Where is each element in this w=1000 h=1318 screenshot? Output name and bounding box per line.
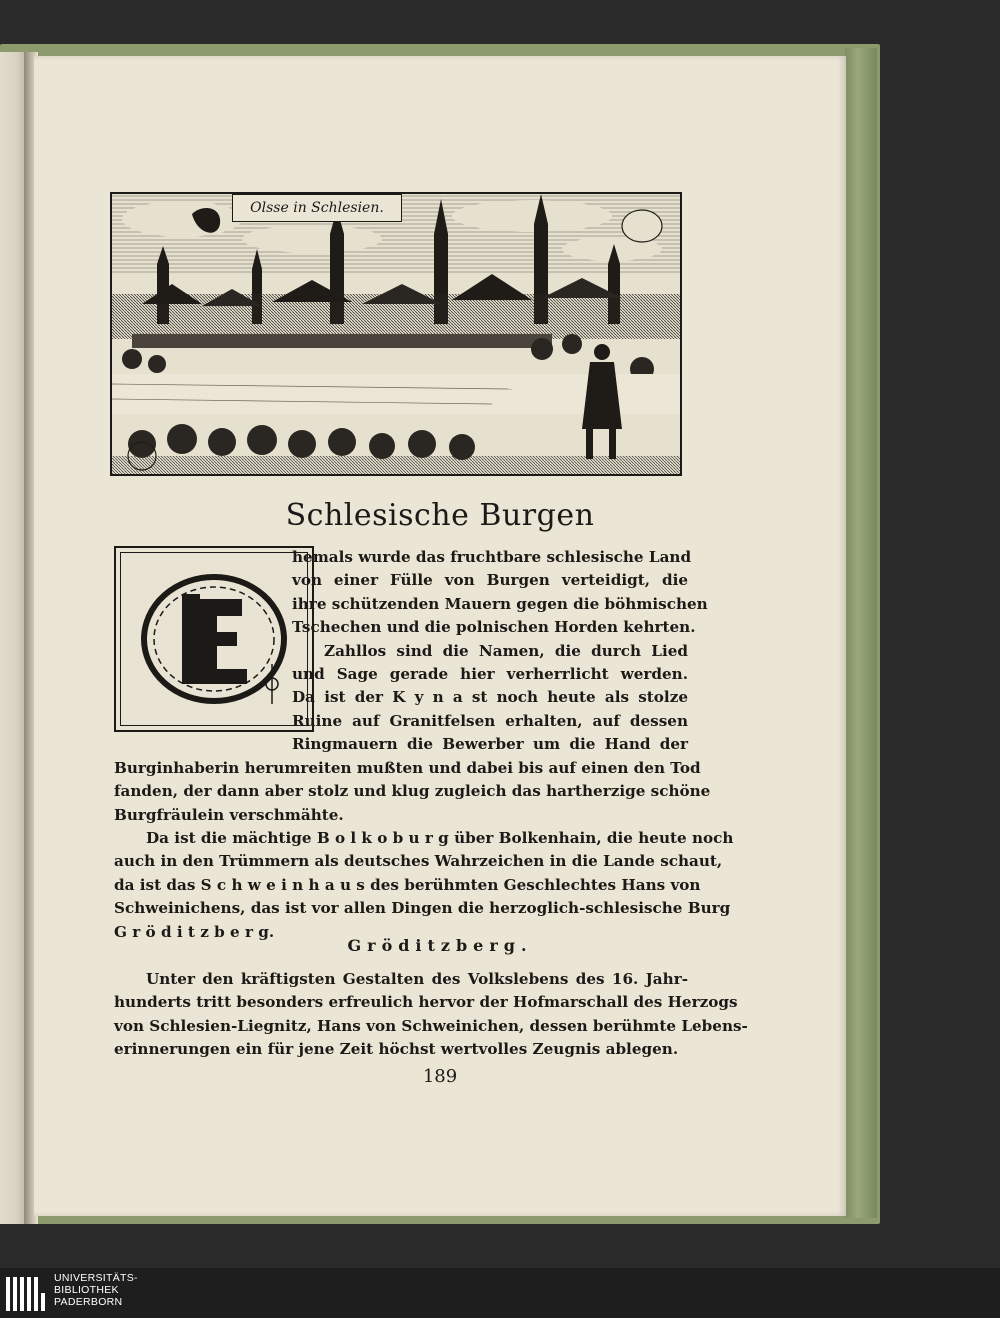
text-line: erinnerungen ein für jene Zeit höchst wertvolles Zeugnis ablegen. xyxy=(114,1040,679,1059)
book-page xyxy=(34,56,846,1216)
text-line: und Sage gerade hier verherrlicht werden. xyxy=(292,665,688,684)
text-line: fanden, der dann aber stolz und klug zugleich das hartherzige schöne xyxy=(114,782,711,801)
town-engraving xyxy=(110,192,682,476)
text-line: von einer Fülle von Burgen verteidigt, die xyxy=(292,571,688,590)
text-line: auch in den Trümmern als deutsches Wahrzeichen in die Lande schaut, xyxy=(114,852,723,871)
subheading: Gröditzberg. xyxy=(347,936,533,955)
paragraph-2 xyxy=(114,827,734,944)
library-name-line: UNIVERSITÄTS- xyxy=(54,1272,138,1284)
text-line: von Schlesien-Liegnitz, Hans von Schweinichen, dessen berühmte Lebens- xyxy=(114,1016,748,1035)
text-line: Da ist der K y n a st noch heute als stolze xyxy=(292,688,688,707)
text-line: Zahllos sind die Namen, die durch Lied xyxy=(324,641,688,660)
library-name xyxy=(54,1272,138,1308)
text-line: Burginhaberin herumreiten mußten und dabei bis auf einen den Tod xyxy=(114,759,701,777)
text-line: hunderts tritt besonders erfreulich hervor der Hofmarschall des Herzogs xyxy=(114,993,738,1012)
text-line: Tschechen und die polnischen Horden kehrten. xyxy=(292,618,696,637)
engraving-illustration xyxy=(112,194,680,474)
university-logo-icon xyxy=(6,1273,46,1315)
library-name-line: BIBLIOTHEK xyxy=(54,1284,119,1296)
library-footer xyxy=(0,1268,1000,1318)
text-line: Da ist die mächtige B o l k o b u r g über Bolkenhain, die heute noch xyxy=(146,829,734,847)
decorated-initial xyxy=(114,546,314,732)
cover-edge xyxy=(845,48,877,1218)
engraving-caption: Olsse in Schlesien. xyxy=(232,194,402,222)
text-line: Ringmauern die Bewerber um die Hand der xyxy=(292,735,688,754)
library-name-line: PADERBORN xyxy=(54,1296,123,1308)
text-line: da ist das S c h w e i n h a u s des berühmten Geschlechtes Hans von xyxy=(114,875,701,894)
text-line: G r ö d i t z b e r g. xyxy=(114,922,275,941)
initial-frame xyxy=(120,552,308,726)
paragraph-1-continued xyxy=(114,757,711,827)
text-line: Ruine auf Granitfelsen erhalten, auf dessen xyxy=(292,711,688,730)
paragraph-1 xyxy=(292,546,708,757)
text-line: hemals wurde das fruchtbare schlesische Land xyxy=(292,548,692,566)
text-line: ihre schützenden Mauern gegen die böhmischen xyxy=(292,594,708,613)
text-line: Burgfräulein verschmähte. xyxy=(114,805,344,824)
text-line: Schweinichens, das ist vor allen Dingen die herzoglich-schlesische Burg xyxy=(114,899,731,918)
paragraph-3 xyxy=(114,968,748,1062)
page-number: 189 xyxy=(422,1066,458,1087)
initial-letter-e-icon xyxy=(122,554,306,724)
page-title: Schlesische Burgen xyxy=(285,498,595,533)
text-line: Unter den kräftigsten Gestalten des Volkslebens des 16. Jahr- xyxy=(146,970,688,988)
